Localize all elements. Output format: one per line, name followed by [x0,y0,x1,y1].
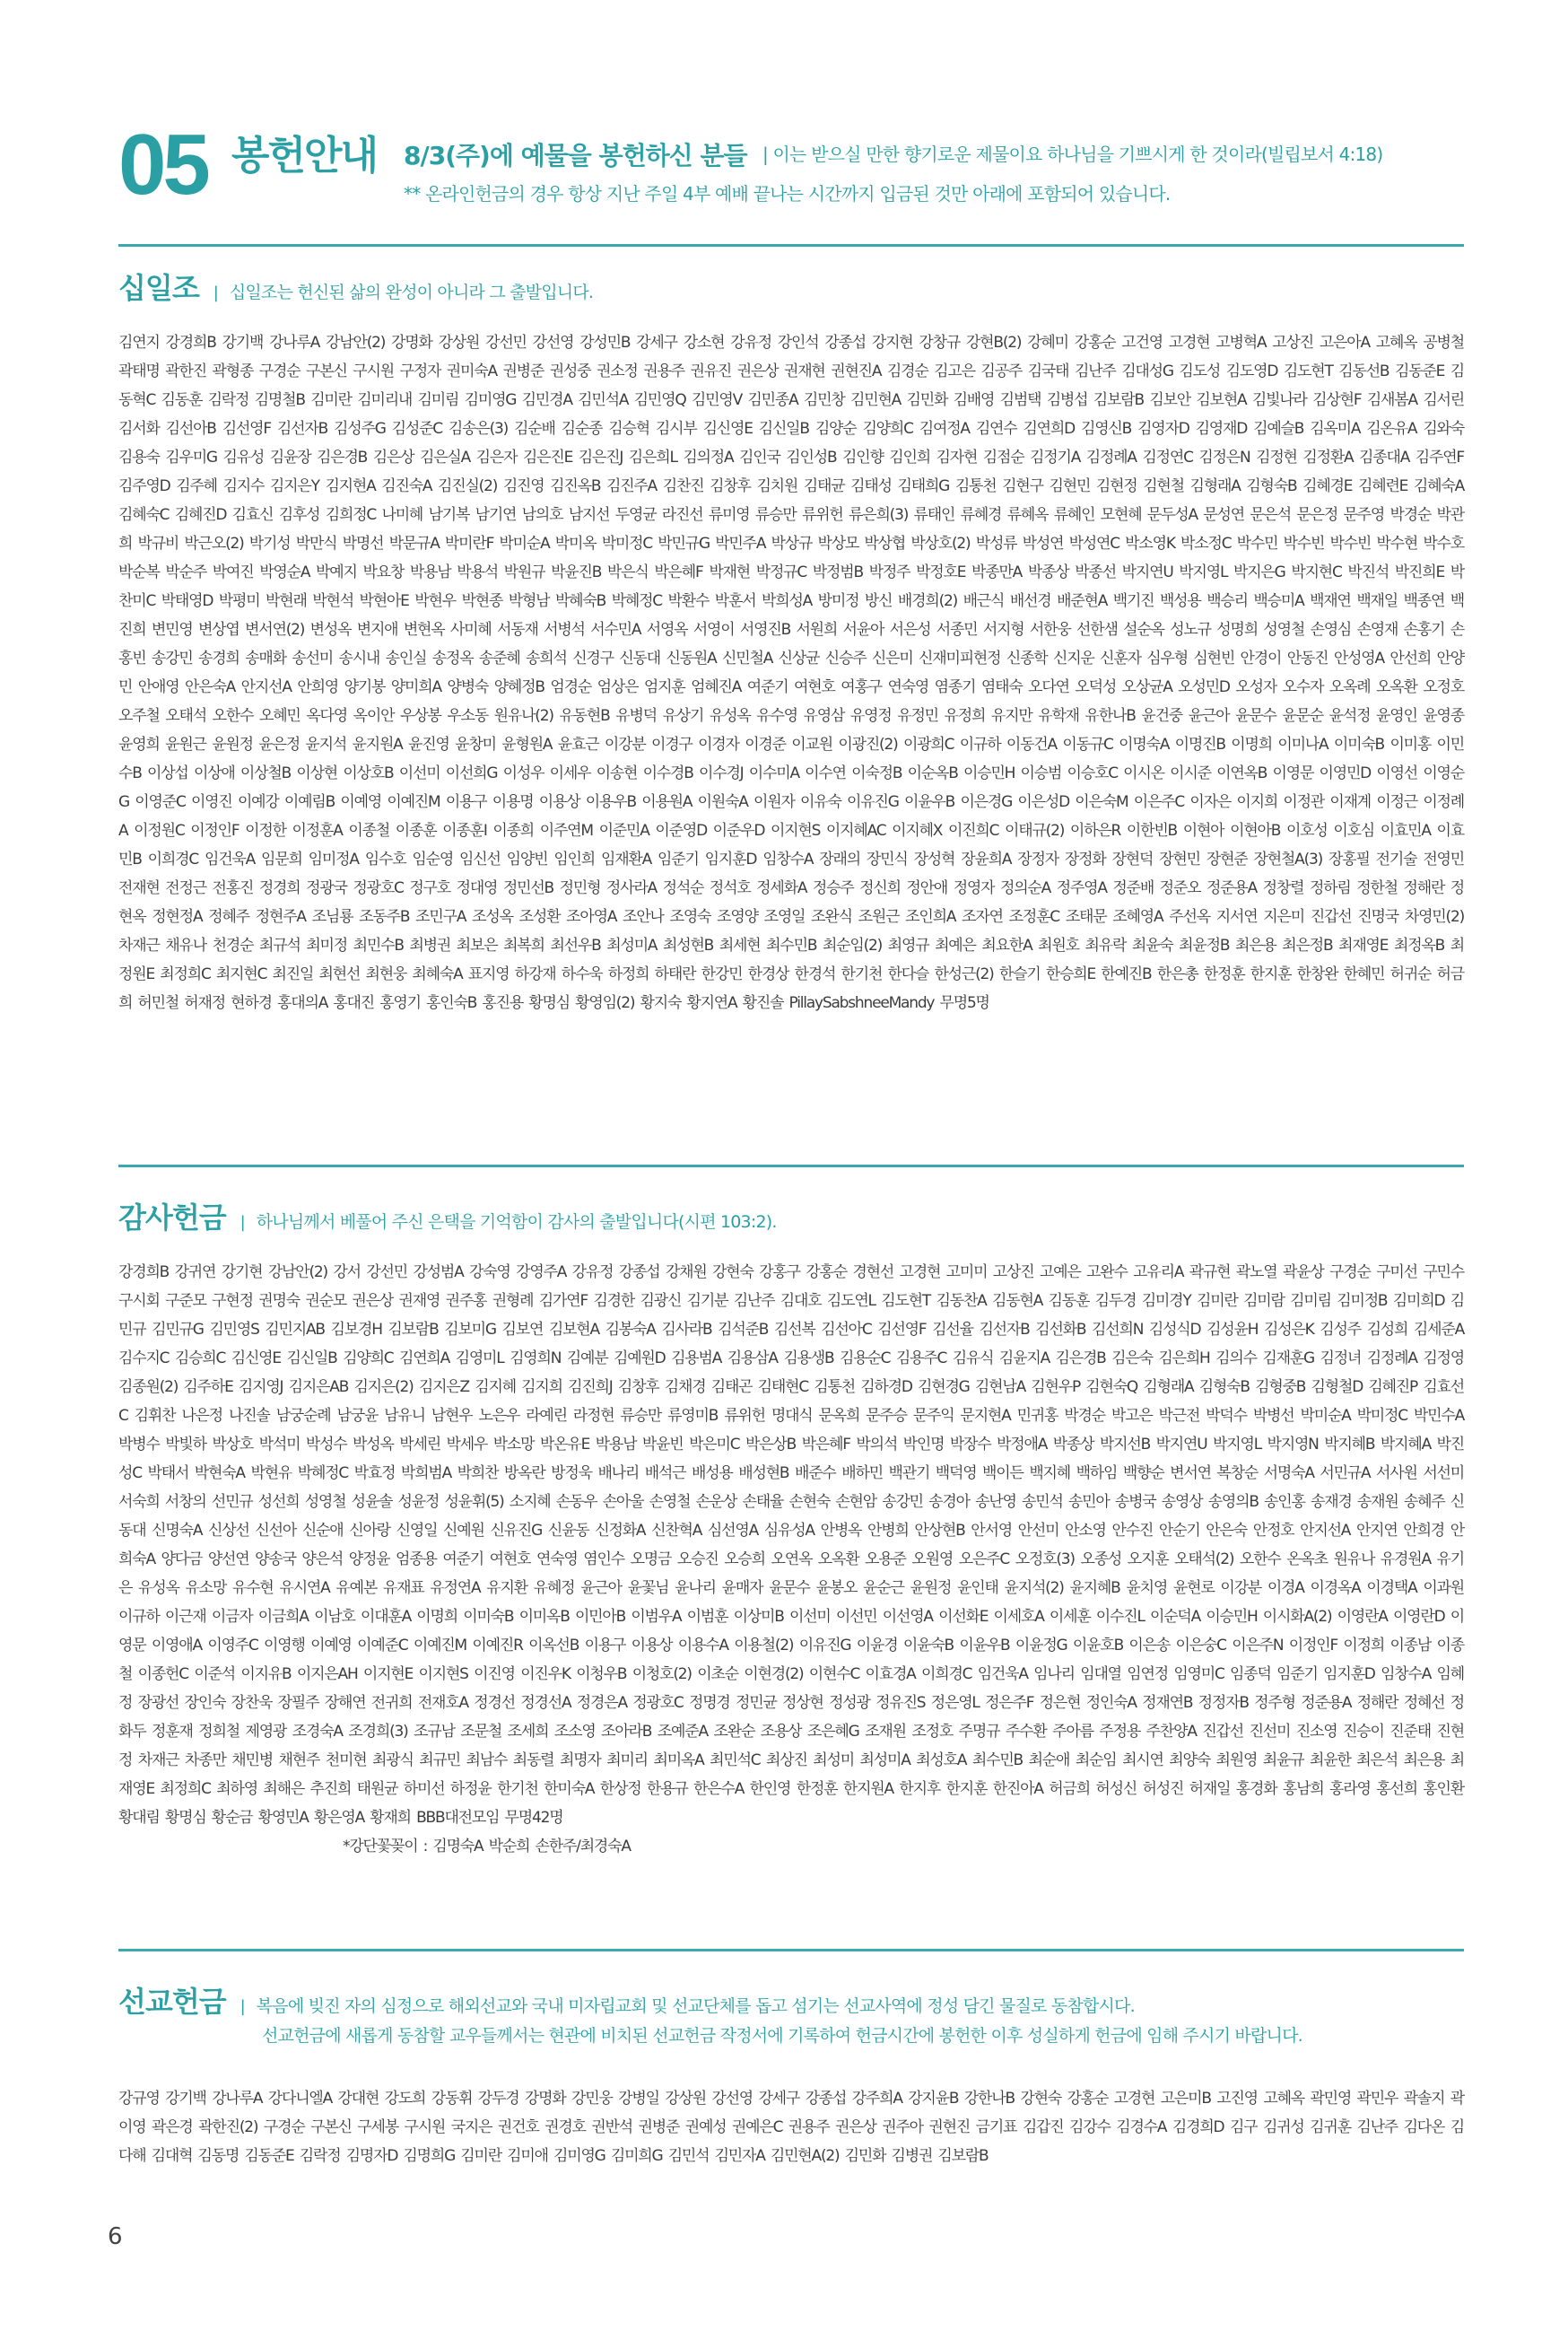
section-title: 봉헌안내 [231,133,378,179]
section-number: 05 [118,117,207,213]
page-header [118,117,1464,233]
thanks-header [118,1195,1464,1238]
divider [118,1949,1464,1951]
separator: | [240,1997,246,2016]
thanks-section [118,1195,1464,1861]
mission-title: 선교헌금 [118,1985,226,2019]
mission-subtitle-2: 선교헌금에 새롭게 동참할 교우들께서는 현관에 비치된 선교헌금 작정서에 기록하여 헌금시간에 봉헌한 이후 성실하게 헌금에 임해 주시기 바랍니다. [262,2026,1302,2046]
divider [118,1165,1464,1167]
thanks-note: *강단꽃꽂이 : 김명숙A 박순희 손한주/최경숙A [343,1838,631,1855]
mission-names: 강규영 강기백 강나루A 강다니엘A 강대현 강도희 강동휘 강두경 강명화 강민웅 강병일 강상원 강선영 강세구 강종섭 강주희A 강지윤B 강한나B 강현숙 강홍순 고경현 고은미B 고진영 고혜옥 곽민영 곽민우 곽솔지 곽이영 곽은경 곽한진(2) 구경순 구본신 구세봉 구시원 국지은 권건호 권경호 권반석 권병준 권예성 권예은C 권용주 권은상 권주아 권현진 금기표 김갑진 김강수 김경수A 김경희D 김구 김귀성 김귀훈 김난주 김다온 김다해 김대혁 김동명 김동준E 김락정 김명자D 김명희G 김미란 김미애 김미영G 김미희G 김민석 김민자A 김민현A(2) 김민화 김병권 김보람B [118,2090,1464,2165]
divider [118,244,1464,247]
tithe-title: 십일조 [118,271,199,305]
header-subtitle: 8/3(주)에 예물을 봉헌하신 분들 [404,141,747,170]
tithe-section [118,266,1464,1017]
header-note: ** 온라인헌금의 경우 항상 지난 주일 4부 예배 끝나는 시간까지 입금된 것만 아래에 포함되어 있습니다. [404,183,1171,205]
tithe-names: 김연지 강경희B 강기백 강나루A 강남안(2) 강명화 강상원 강선민 강선영 강성민B 강세구 강소현 강유정 강인석 강종섭 강지현 강창규 강현B(2) 강혜미 강홍순 고건영 고경현 고병혁A 고상진 고은아A 고혜옥 공병철 곽태명 곽한진 곽형종 구경순 구본신 구시원 구정자 권미숙A 권병준 권성중 권소정 권용주 권유진 권은상 권재현 권현진A 김경순 김고은 김공주 김국태 김난주 김대성G 김도성 김도영D 김도현T 김동선B 김동준E 김동혁C 김동훈 김락정 김명철B 김미란 김미리내 김미림 김미영G 김민경A 김민석A 김민영Q 김민영V 김민종A 김민창 김민현A 김민화 김배영 김범택 김병섭 김보람B 김보안 김보현A 김빛나라 김상현F 김새봄A 김서린 김서화 김선아B 김선영F 김선자B 김성주G 김성준C 김송은(3) 김순배 김순종 김승혁 김시부 김신영E 김신일B 김양순 김양희C 김여정A 김연수 김연희D 김영신B 김영자D 김영재D 김예슬B 김옥미A 김온유A 김와숙 김용숙 김우미G 김유성 김윤장 김은경B 김은상 김은실A 김은자 김은진E 김은진J 김은희L 김의정A 김인국 김인성B 김인향 김인희 김자현 김점순 김정기A 김정례A 김정연C 김정은N 김정현 김정환A 김종대A 김주연F 김주영D 김주혜 김지수 김지은Y 김지현A 김진숙A 김진실(2) 김진영 김진옥B 김진주A 김찬진 김창후 김치원 김태균 김태성 김태희G 김통천 김현구 김현민 김현정 김현철 김형래A 김형숙B 김혜경E 김혜련E 김혜숙A 김혜숙C 김혜진D 김효신 김후성 김희정C 나미혜 남기복 남기연 남의호 남지선 두영균 라진선 류미영 류승만 류위헌 류은희(3) 류태인 류혜경 류혜옥 류혜인 모현혜 문두성A 문성연 문은석 문은정 문주영 박경순 박관희 박규비 박근오(2) 박기성 박만식 박명선 박문규A 박미란F 박미순A 박미옥 박미정C 박민규G 박민주A 박상규 박상모 박상협 박상호(2) 박성류 박성연 박성연C 박소영K 박소정C 박수민 박수빈 박수빈 박수현 박수호 박순복 박순주 박여진 박영순A 박예지 박요창 박용남 박용석 박원규 박윤진B 박은식 박은혜F 박재현 박정규C 박정범B 박정주 박정호E 박종만A 박종상 박종선 박지연U 박지영L 박지은G 박지현C 박진석 박진희E 박찬미C 박태영D 박평미 박현래 박현석 박현아E 박현우 박현종 박형남 박혜숙B 박혜정C 박환수 박훈서 박희성A 방미정 방신 배경희(2) 배근식 배선경 배준현A 백기진 백성용 백승리 백승미A 백재연 백재일 백종연 백진희 변민영 변상엽 변서연(2) 변성옥 변지애 변현옥 사미혜 서동재 서병석 서수민A 서영옥 서영이 서영진B 서원희 서윤아 서은성 서종민 서지형 서한웅 선한샘 설순옥 성노규 성명희 성영철 손영심 손영재 손홍기 손홍빈 송강민 송경희 송매화 송선미 송시내 송인실 송정옥 송준혜 송희석 신경구 신동대 신동원A 신민철A 신상균 신승주 신은미 신재미피현정 신종학 신지운 신훈자 심우형 심현빈 안경이 안동진 안성영A 안선희 안양민 안애영 안은숙A 안지선A 안희영 양기봉 양미희A 양병숙 양혜정B 엄경순 엄상은 엄지훈 엄혜진A 여준기 여현호 여홍구 연숙영 염종기 염태숙 오다연 오덕성 오상균A 오성민D 오성자 오수자 오옥례 오옥환 오정호 오주철 오태석 오한수 오혜민 옥다영 옥이안 우상봉 우소동 원유나(2) 유동현B 유병덕 유상기 유성옥 유수영 유영삼 유영정 유정민 유정희 유지만 유학재 유한나B 윤건중 윤근아 윤문수 윤문순 윤석정 윤영인 윤영종 윤영희 윤원근 윤원정 윤은정 윤지석 윤지원A 윤진영 윤창미 윤형원A 윤효근 이강분 이경구 이경자 이경준 이교원 이광진(2) 이광희C 이규하 이동건A 이동규C 이명숙A 이명진B 이명희 이미나A 이미숙B 이미홍 이민수B 이상섭 이상애 이상철B 이상현 이상호B 이선미 이선희G 이성우 이세우 이송현 이수경B 이수경J 이수미A 이수연 이숙정B 이순옥B 이승민H 이승범 이승호C 이시온 이시준 이연옥B 이영문 이영민D 이영선 이영순G 이영준C 이영진 이예강 이예림B 이예영 이예진M 이용구 이용명 이용상 이용우B 이용원A 이원숙A 이원자 이유숙 이유진G 이윤우B 이은경G 이은성D 이은숙M 이은주C 이자은 이지희 이정관 이재계 이정근 이정례A 이정원C 이정인F 이정한 이정훈A 이종철 이종훈 이종훈I 이종희 이주연M 이준민A 이준영D 이준우D 이지현S 이지혜AC 이지혜X 이진희C 이태규(2) 이하은R 이한빈B 이현아 이현아B 이호성 이호심 이효민A 이효민B 이희경C 임건욱A 임문희 임미정A 임수호 임순영 임신선 임양빈 임인희 임재환A 임준기 임지훈D 임창수A 장래의 장민식 장성혁 장윤희A 장정자 장정화 장현덕 장현민 장현준 장현철A(3) 장홍필 전기술 전영민 전재현 전정근 전홍진 정경희 정광국 정광호C 정구호 정대영 정민선B 정민형 정사라A 정석순 정석호 정세화A 정승주 정신희 정안애 정영자 정의순A 정주영A 정준배 정준오 정준용A 정창렬 정하림 정한철 정해란 정현옥 정현정A 정혜주 정현주A 조님룡 조동주B 조민구A 조성옥 조성환 조아영A 조안나 조영숙 조영양 조영일 조완식 조원근 조인희A 조자연 조정훈C 조태문 조혜영A 주선옥 지서연 지은미 진갑선 진명국 차영민(2) 차재근 채유나 천경순 최규석 최미정 최민수B 최병권 최보은 최복희 최선우B 최성미A 최성현B 최세현 최수민B 최순임(2) 최영규 최예은 최요한A 최원호 최유락 최윤숙 최윤정B 최은용 최은정B 최재영E 최정옥B 최정원E 최정희C 최지현C 최진일 최현선 최현웅 최혜숙A 표지영 하강재 하수욱 하정희 하태란 한강민 한경상 한경석 한기천 한다슬 한성근(2) 한슬기 한승희E 한예진B 한은총 한정훈 한지훈 한창완 한혜민 허귀순 허금희 허민철 허재정 현하경 홍대의A 홍대진 홍영기 홍인숙B 홍진용 황명심 황영임(2) 황지숙 황지연A 황진솔 PillaySabshneeMandy 무명5명 [118,334,1465,1012]
mission-section [118,1979,1464,2170]
mission-header [118,1979,1464,2021]
page-number: 6 [108,2223,123,2250]
tithe-subtitle: 십일조는 헌신된 삶의 완성이 아니라 그 출발입니다. [229,283,594,302]
separator: | [213,284,219,302]
mission-subtitle: 복음에 빚진 자의 심정으로 해외선교와 국내 미자립교회 및 선교단체를 돕고 섬기는 선교사역에 정성 담긴 물질로 동참합시다. [256,1996,1135,2016]
thanks-names: 강경희B 강귀연 강기현 강남안(2) 강서 강선민 강성범A 강숙영 강영주A 강유정 강종섭 강채원 강현숙 강홍구 강홍순 경현선 고경현 고미미 고상진 고예은 고완수 고유리A 곽규현 곽노열 곽윤상 구경순 구미선 구민수 구시회 구준모 구현정 권명숙 권순모 권은상 권재영 권주홍 권형례 김가연F 김경한 김광신 김기분 김난주 김대호 김도연L 김도현T 김동찬A 김동현A 김동훈 김두경 김미경Y 김미란 김미람 김미림 김미정B 김미희D 김민규 김민규G 김민영S 김민지AB 김보경H 김보람B 김보미G 김보연 김보현A 김봉숙A 김사라B 김석준B 김선복 김선아C 김선영F 김선율 김선자B 김선화B 김선희N 김성식D 김성윤H 김성은K 김성주 김성희 김세준A 김수지C 김승희C 김신영E 김신일B 김양희C 김연희A 김영미L 김영희N 김예분 김예원D 김용범A 김용삼A 김용생B 김용순C 김용주C 김유식 김윤지A 김은경B 김은숙 김은희H 김의수 김재훈G 김정녀 김정례A 김정영 김종원(2) 김주하E 김지영J 김지은AB 김지은(2) 김지은Z 김지혜 김지희 김진희J 김창후 김채경 김태곤 김태현C 김통천 김하경D 김현경G 김현남A 김현우P 김현숙Q 김형래A 김형숙B 김형중B 김형철D 김혜진P 김효선C 김휘찬 나은정 나진솔 남궁순례 남궁윤 남유니 남현우 노은우 라예린 라정현 류승만 류영미B 류위헌 명대식 문옥희 문주승 문주익 문지현A 민귀홍 박경순 박고은 박근전 박덕수 박병선 박미순A 박미정C 박민수A 박병수 박빛하 박상호 박석미 박성수 박성옥 박세린 박세우 박소망 박온유E 박용남 박윤빈 박은미C 박은상B 박은혜F 박의석 박인명 박장수 박정애A 박종상 박지선B 박지연U 박지영L 박지영N 박지혜B 박지혜A 박진성C 박태서 박현숙A 박현유 박혜정C 박효정 박희범A 박희찬 방옥란 방정욱 배나리 배석근 배성용 배성현B 배준수 배하민 백관기 백덕영 백이든 백지혜 백하임 백향순 변서연 복창순 서명숙A 서민규A 서사원 서선미 서숙희 서창의 선민규 성선희 성영철 성윤솔 성윤정 성윤휘(5) 소지혜 손동우 손아울 손영철 손운상 손태율 손현숙 손현암 송강민 송경아 송난영 송민석 송민아 송병국 송영상 송영의B 송인홍 송재경 송재원 송혜주 신동대 신명숙A 신상선 신선아 신순애 신아랑 신영일 신예원 신유진G 신윤동 신정화A 신찬혁A 심선영A 심유성A 안병옥 안병희 안상현B 안서영 안선미 안소영 안수진 안순기 안은숙 안정호 안지선A 안지연 안희경 안희숙A 양다금 양선연 양송국 양은석 양정윤 엄종용 여준기 여현호 연숙영 염인수 오명금 오승진 오승희 오연옥 오옥환 오용준 오원영 오은주C 오정호(3) 오종성 오지훈 오태석(2) 오한수 온옥초 원유나 유경원A 유기은 유성옥 유소망 유수현 유시연A 유예본 유재표 유정연A 유지환 유혜정 윤근아 윤꽃님 윤나리 윤매자 윤문수 윤봉오 윤순근 윤원정 윤인태 윤지석(2) 윤지혜B 윤치영 윤현로 이강분 이경A 이경옥A 이경택A 이과원 이규하 이근재 이금자 이금희A 이남호 이대훈A 이명희 이미숙B 이미옥B 이민아B 이범우A 이범훈 이상미B 이선미 이선민 이선영A 이선화E 이세호A 이세훈 이수진L 이순덕A 이승민H 이시화A(2) 이영란A 이영란D 이영문 이영애A 이영주C 이영행 이예영 이예준C 이예진M 이예진R 이옥선B 이용구 이용상 이용수A 이용철(2) 이유진G 이윤경 이윤숙B 이윤우B 이윤정G 이윤호B 이은송 이은숭C 이은주N 이정인F 이정희 이종남 이종철 이종헌C 이준석 이지유B 이지은AH 이지현E 이지현S 이진영 이진우K 이청우B 이청호(2) 이초순 이현경(2) 이현수C 이효경A 이희경C 임건욱A 임나리 임대열 임연정 임영미C 임종덕 임준기 임지훈D 임창수A 임혜정 장광선 장인숙 장찬욱 장필주 장해연 전귀희 전재호A 정경선 정경선A 정경은A 정광호C 정명경 정민균 정상현 정성광 정유진S 정은영L 정은주F 정은현 정인숙A 정재연B 정정자B 정주형 정준용A 정해란 정혜선 정화두 정훈재 정희철 제영광 조경숙A 조경희(3) 조규남 조문철 조세희 조소영 조아라B 조예준A 조완순 조용상 조은혜G 조재원 조정호 주명규 주수환 주아름 주정용 주찬양A 진갑선 진선미 진소영 진승이 진준태 진현정 차재근 차종만 채민병 채현주 천미현 최광식 최규민 최남수 최동렬 최명자 최미리 최미옥A 최민석C 최상진 최성미 최성미A 최성호A 최수민B 최순애 최순임 최시연 최양숙 최원영 최윤규 최윤한 최은석 최은용 최재영E 최정희C 최하영 최해은 추진희 태원균 하미선 하정윤 한기천 한미숙A 한상정 한용규 한은수A 한인영 한정훈 한지원A 한지후 한지훈 한진아A 허금희 허성신 허성진 허재일 홍경화 홍남희 홍라영 홍선희 홍인환 황대림 황명심 황순금 황영민A 황은영A 황재희 BBB대전모임 무명42명 [118,1263,1464,1827]
thanks-title: 감사헌금 [118,1200,226,1235]
header-verse: | 이는 받으실 만한 향기로운 제물이요 하나님을 기쁘시게 한 것이라(빌립보서 4:18) [762,144,1383,165]
separator: | [240,1213,246,1232]
thanks-subtitle: 하나님께서 베풀어 주신 은택을 기억함이 감사의 출발입니다(시편 103:2). [256,1212,777,1232]
tithe-header [118,266,1464,309]
